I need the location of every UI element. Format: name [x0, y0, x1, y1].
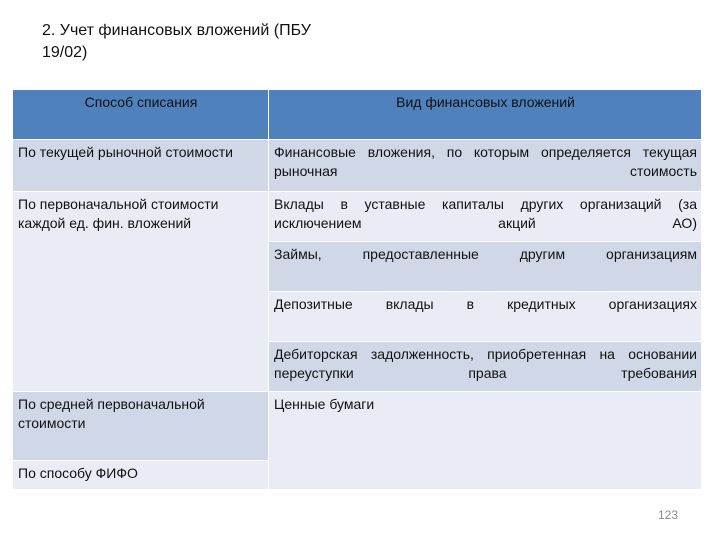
- type-cell: Депозитные вклады в кредитных организациях: [269, 292, 702, 342]
- slide-title: 2. Учет финансовых вложений (ПБУ 19/02): [42, 22, 311, 61]
- header-write-off-method: Способ списания: [13, 90, 269, 140]
- table-header-row: [13, 90, 702, 140]
- method-cell: По первоначальной стоимости каждой ед. фин. вложений: [13, 192, 269, 392]
- page-number: 123: [657, 508, 678, 522]
- header-investment-type: Вид финансовых вложений: [269, 90, 702, 140]
- type-cell: Финансовые вложения, по которым определяется текущая рыночная стоимость: [269, 140, 702, 192]
- table-row: [13, 192, 702, 242]
- type-cell: Вклады в уставные капиталы других организаций (за исключением акций АО): [269, 192, 702, 242]
- method-cell: По текущей рыночной стоимости: [13, 140, 269, 192]
- type-cell: Займы, предоставленные другим организациям: [269, 242, 702, 292]
- table-row: [13, 140, 702, 192]
- method-cell: По способу ФИФО: [13, 461, 269, 490]
- table-row: [13, 392, 702, 461]
- method-cell: По средней первоначальной стоимости: [13, 392, 269, 461]
- type-cell: Ценные бумаги: [269, 392, 702, 490]
- type-cell: Дебиторская задолженность, приобретенная на основании переуступки права требования: [269, 342, 702, 392]
- financial-investments-table: [12, 89, 702, 490]
